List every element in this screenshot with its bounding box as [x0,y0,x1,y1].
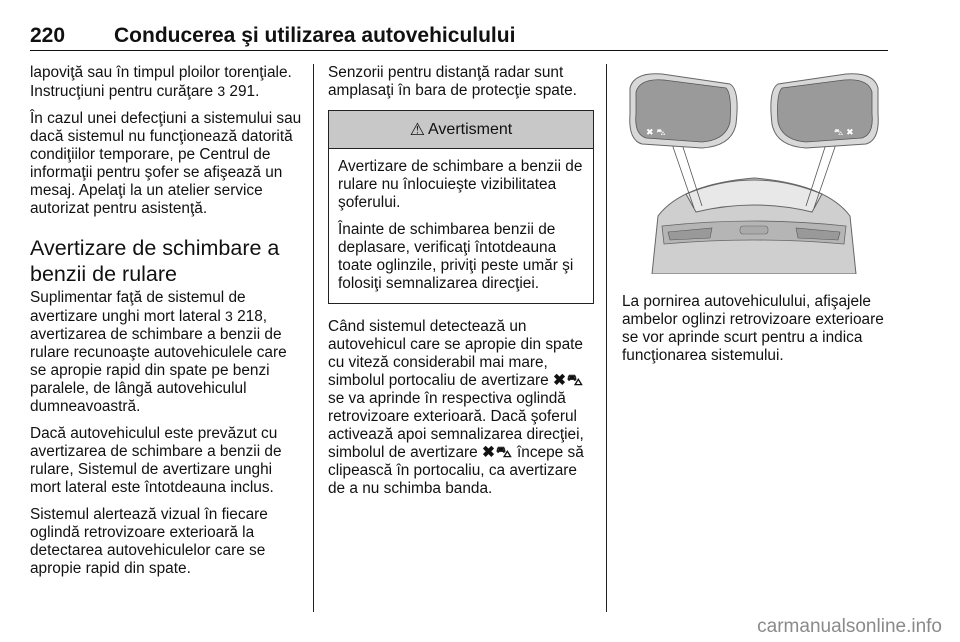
lane-change-warning-icon: ✖⛍ [481,444,513,461]
warning-box [328,110,594,304]
page-reference-icon: 3 [217,83,226,99]
lane-change-warning-icon: ✖⛍ [552,372,584,389]
left-mirror-icon [630,74,737,148]
right-mirror-icon [771,74,878,148]
mirror-illustration [622,66,886,274]
warning-triangle-icon: ⚠ [409,119,426,139]
column-right [622,64,890,374]
warning-body [329,149,593,303]
paragraph-cleaning: lapoviţă sau în timpul ploilor torenţiale. Instrucţiuni pentru curăţare 3 291. [30,64,292,100]
paragraph-detection: Când sistemul detectează un autovehicul care se apropie din spate cu viteză considerabil mai mare, simbolul portocaliu de avertizare ✖⛍ se va aprinde în respectiva oglindă retrovizoare exterioară. Dacă şoferul activează apoi semnalizarea direcţiei, simbolul de avertizare ✖⛍ începe să clipească în portocaliu, ca avertizare de a nu schimba banda. [328,318,584,497]
column-middle [328,64,594,507]
watermark-text: carmanualsonline.info [757,616,942,637]
column-divider [606,64,607,612]
page-reference-link[interactable]: 291. [225,83,260,100]
svg-text:✖ ⛍: ✖ ⛍ [646,128,666,138]
paragraph-alert: Sistemul alertează vizual în fiecare oglindă retrovizoare exterioară la detectarea autovehiculelor care se apropie rapid din spate. [30,506,268,577]
column-divider [313,64,314,612]
paragraph-intro: Suplimentar faţă de sistemul de avertizare unghi mort lateral 3 218, avertizarea de schimbare a benzii de rulare recunoaşte autovehiculele care se apropie rapid din spate pe benzi paralele, de lângă autovehiculul dumneavoastră. [30,289,287,415]
page-reference-link[interactable]: 218, avertizarea de schimbare a benzii de rulare recunoaşte autovehiculele care se apropie rapid din spate pe benzi paralele, de lângă autovehiculul dumneavoastră. [30,308,287,415]
header-rule [30,50,888,51]
section-heading: Avertizare de schimbare a benzii de rulare [30,236,280,286]
warning-header [329,111,593,149]
warning-paragraph: Înainte de schimbarea benzii de deplasare, verificaţi întotdeauna toate oglinzile, priviţi peste umăr şi folosiţi semnalizarea direcţiei. [338,221,574,292]
paragraph-sensors: Senzorii pentru distanţă radar sunt amplasaţi în bara de protecţie spate. [328,64,577,99]
paragraph-malfunction: În cazul unei defecţiuni a sistemului sau dacă sistemul nu funcţionează datorită condiţiilor temporare, pe Centrul de informaţii pentru şofer se afişează un mesaj. Apelaţi la un atelier service autorizat pentru asistenţă. [30,110,302,217]
svg-text:⛍ ✖: ⛍ ✖ [834,128,854,138]
column-left [30,64,302,587]
paragraph-startup: La pornirea autovehiculului, afişajele ambelor oglinzi retrovizoare exterioare se vor aprinde scurt pentru a indica funcţionarea sistemului. [622,293,884,364]
paragraph-included: Dacă autovehiculul este prevăzut cu avertizarea de schimbare a benzii de rulare, Sistemul de avertizare unghi mort lateral este întotdeauna inclus. [30,425,282,496]
page-title: Conducerea şi utilizarea autovehiculului [114,24,516,47]
warning-paragraph: Avertizare de schimbare a benzii de rulare nu înlocuieşte vizibilitatea şoferului. [338,158,583,211]
warning-title: Avertisment [428,120,513,138]
page-reference-icon: 3 [225,308,233,324]
page-number: 220 [30,24,66,47]
